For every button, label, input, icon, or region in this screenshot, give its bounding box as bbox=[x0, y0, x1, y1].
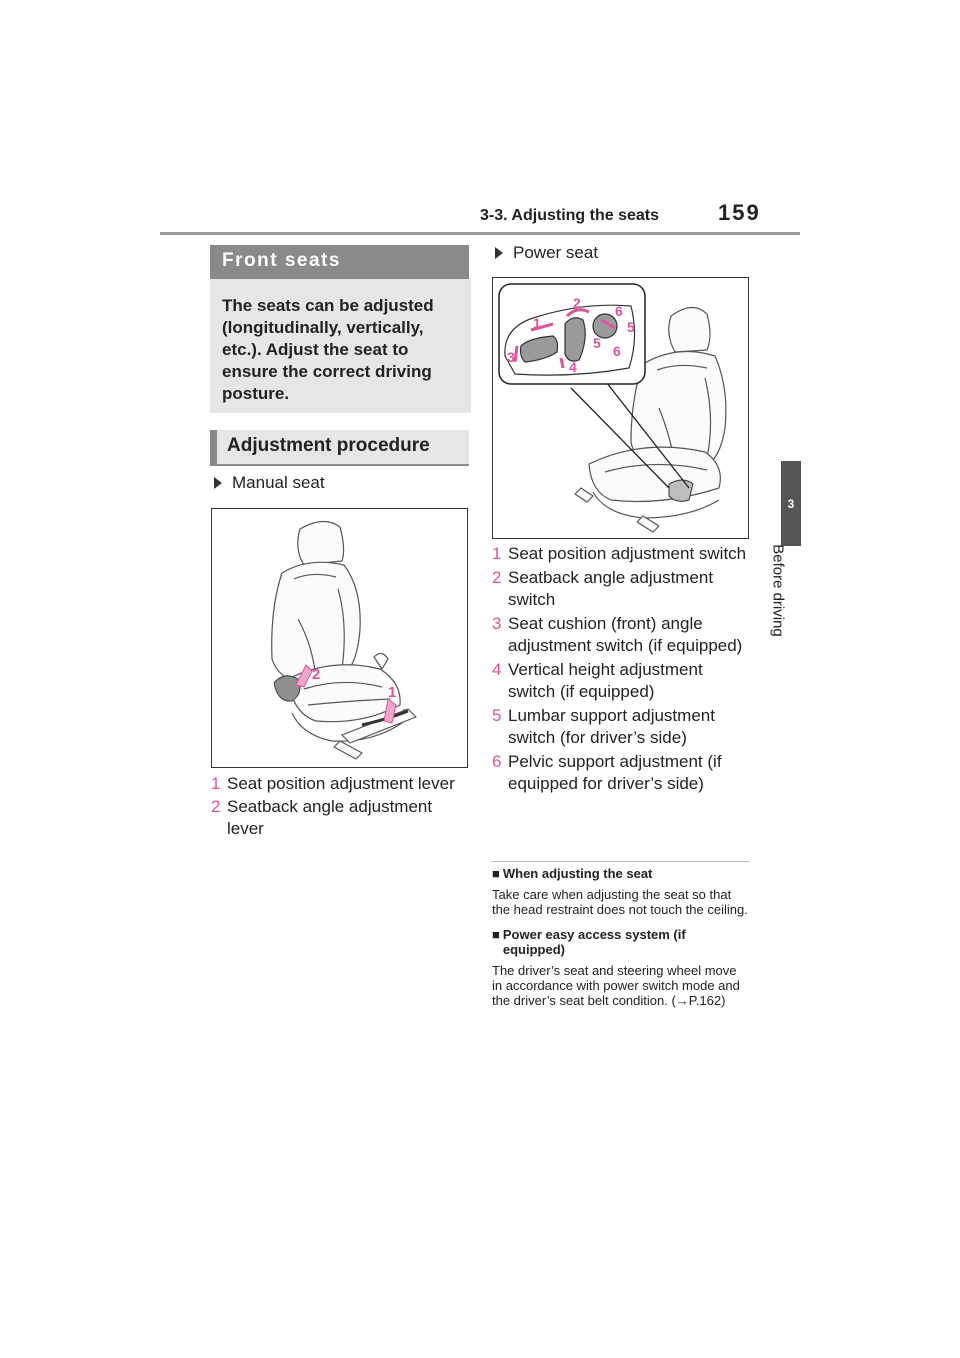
power-seat-label: Power seat bbox=[513, 243, 599, 262]
power-seat-illustration bbox=[493, 278, 748, 538]
header-rule bbox=[160, 232, 800, 235]
manual-seat-bullet bbox=[214, 473, 325, 493]
notes-divider bbox=[492, 861, 749, 862]
note-body: Take care when adjusting the seat so that the head restraint does not touch the ceiling. bbox=[492, 887, 748, 917]
manual-seat-label: Manual seat bbox=[232, 473, 325, 492]
manual-seat-list bbox=[211, 773, 461, 840]
list-item: 5 Lumbar support adjustment switch (for driver’s side) bbox=[492, 706, 715, 747]
section-title: 3-3. Adjusting the seats bbox=[480, 207, 659, 224]
square-bullet-icon: ■ bbox=[492, 927, 500, 942]
note-heading: ■ When adjusting the seat bbox=[492, 866, 653, 881]
chapter-tab: 3 bbox=[781, 461, 801, 546]
power-seat-list bbox=[492, 543, 748, 795]
figure-label-4: 4 bbox=[569, 359, 577, 375]
figure-label-1: 1 bbox=[388, 684, 397, 701]
figure-label-2: 2 bbox=[312, 666, 321, 683]
square-bullet-icon: ■ bbox=[492, 866, 500, 881]
triangle-bullet-icon bbox=[214, 477, 222, 489]
note-heading: ■ Power easy access system (if equipped) bbox=[492, 927, 686, 957]
arrow-4-icon bbox=[561, 358, 563, 368]
seat-headrest bbox=[669, 307, 710, 352]
list-item: 1 Seat position adjustment lever bbox=[211, 774, 455, 793]
figure-label-1: 1 bbox=[533, 315, 541, 331]
list-item: 1 Seat position adjustment switch bbox=[492, 544, 747, 563]
procedure-heading: Adjustment procedure bbox=[210, 430, 469, 466]
list-item: 2 Seatback angle adjustment switch bbox=[492, 568, 714, 609]
seatback-lever-icon bbox=[274, 676, 300, 701]
list-item: 6 Pelvic support adjustment (if equipped for driver’s side) bbox=[492, 752, 722, 793]
figure-label-5b: 5 bbox=[593, 335, 601, 351]
chapter-label: Before driving bbox=[769, 544, 787, 637]
manual-seat-illustration bbox=[212, 509, 467, 767]
list-item: 3 Seat cushion (front) angle adjustment switch (if equipped) bbox=[492, 614, 743, 655]
triangle-bullet-icon bbox=[495, 247, 503, 259]
figure-label-6a: 6 bbox=[615, 303, 623, 319]
power-seat-bullet bbox=[495, 243, 598, 263]
front-seats-title: Front seats bbox=[210, 245, 469, 279]
notes-section bbox=[492, 866, 748, 1008]
figure-label-5a: 5 bbox=[627, 319, 635, 335]
power-seat-figure bbox=[492, 277, 749, 539]
list-item: 2 Seatback angle adjustment lever bbox=[211, 797, 433, 838]
seat-headrest bbox=[298, 521, 344, 565]
figure-label-2: 2 bbox=[573, 295, 581, 311]
list-item: 4 Vertical height adjustment switch (if equipped) bbox=[492, 660, 703, 701]
page-number: 159 bbox=[718, 200, 761, 225]
figure-label-3: 3 bbox=[507, 349, 515, 365]
figure-label-6b: 6 bbox=[613, 343, 621, 359]
power-switch-panel-icon bbox=[669, 480, 693, 501]
manual-seat-figure bbox=[211, 508, 468, 768]
note-body: The driver’s seat and steering wheel move in accordance with power switch mode and the driver’s seat belt condition. (→P.162) bbox=[492, 963, 740, 1008]
intro-text: The seats can be adjusted (longitudinally, vertically, etc.). Adjust the seat to ensure the correct driving posture. bbox=[210, 279, 471, 413]
arrow-3-icon bbox=[515, 346, 517, 362]
